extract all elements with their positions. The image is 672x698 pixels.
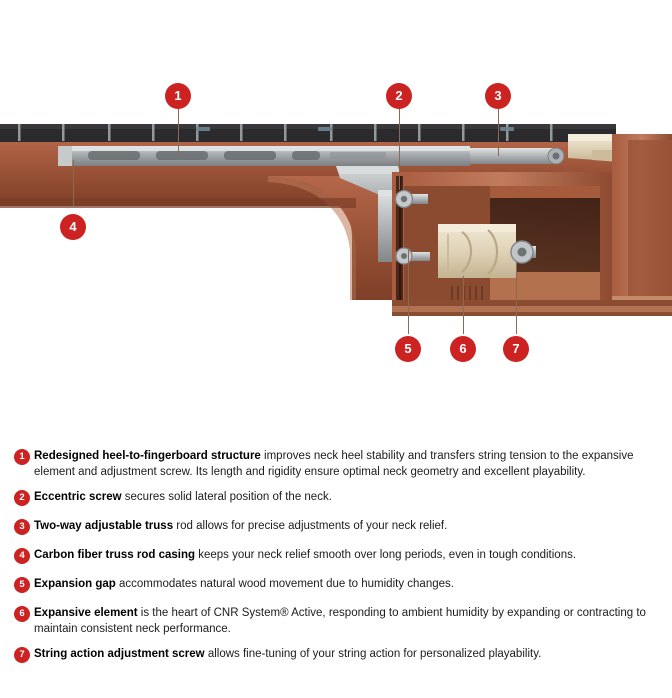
leader-line-3 [498, 108, 499, 156]
callout-marker-4-label: 4 [69, 219, 77, 234]
leader-line-4 [73, 160, 74, 206]
callout-marker-3[interactable] [485, 83, 511, 109]
callout-marker-7-label: 7 [512, 341, 520, 356]
legend-number-4: 4 [14, 548, 30, 564]
legend-bold-4: Carbon fiber truss rod casing [34, 549, 196, 561]
legend-text-6 [34, 605, 672, 637]
callout-marker-4[interactable] [60, 214, 86, 240]
legend-rest-5: accommodates natural wood movement due to humidity changes. [115, 578, 454, 590]
legend-text-4 [34, 547, 672, 563]
legend-bold-2: Eccentric screw [34, 491, 122, 503]
callout-marker-5-label: 5 [404, 341, 412, 356]
legend-number-5: 5 [14, 577, 30, 593]
legend-list [0, 448, 672, 675]
legend-rest-4: keeps your neck relief smooth over long periods, even in tough conditions. [195, 549, 577, 561]
legend-item-1 [0, 448, 672, 480]
callout-marker-1[interactable] [165, 83, 191, 109]
callout-marker-2-label: 2 [395, 88, 403, 103]
callout-marker-6[interactable] [450, 336, 476, 362]
legend-number-2: 2 [14, 490, 30, 506]
legend-rest-2: secures solid lateral position of the neck. [121, 491, 332, 503]
legend-rest-3: rod allows for precise adjustments of your neck relief. [173, 520, 448, 532]
callout-marker-6-label: 6 [459, 341, 467, 356]
legend-bold-6: Expansive element [34, 607, 138, 619]
leader-line-6 [463, 276, 464, 334]
legend-text-2 [34, 489, 672, 505]
legend-number-7: 7 [14, 647, 30, 663]
legend-number-1: 1 [14, 449, 30, 465]
legend-item-2 [0, 489, 672, 509]
callout-marker-1-label: 1 [174, 88, 182, 103]
legend-rest-1: improves neck heel stability and transfers string tension to the expansive element and adjustment screw. Its length and rigidity ensure optimal neck geometry and excellent playability. [34, 450, 634, 478]
callout-marker-5[interactable] [395, 336, 421, 362]
legend-item-3 [0, 518, 672, 538]
legend-number-3: 3 [14, 519, 30, 535]
callout-marker-7[interactable] [503, 336, 529, 362]
legend-item-7 [0, 646, 672, 666]
legend-text-1 [34, 448, 672, 480]
legend-item-5 [0, 576, 672, 596]
legend-text-5 [34, 576, 672, 592]
legend-item-6 [0, 605, 672, 637]
legend-item-4 [0, 547, 672, 567]
callout-marker-2[interactable] [386, 83, 412, 109]
legend-rest-6: is the heart of CNR System® Active, responding to ambient humidity by expanding or contracting to maintain consistent neck performance. [34, 607, 646, 635]
legend-rest-7: allows fine-tuning of your string action for personalized playability. [204, 648, 542, 660]
legend-bold-7: String action adjustment screw [34, 648, 205, 660]
leader-line-5 [408, 250, 409, 334]
leader-line-2 [399, 108, 400, 190]
legend-bold-3: Two-way adjustable truss [34, 520, 174, 532]
legend-bold-5: Expansion gap [34, 578, 116, 590]
leader-line-7 [516, 262, 517, 334]
callout-marker-3-label: 3 [494, 88, 502, 103]
legend-text-3 [34, 518, 672, 534]
legend-bold-1: Redesigned heel-to-fingerboard structure [34, 450, 261, 462]
leader-line-1 [178, 108, 179, 154]
legend-text-7 [34, 646, 672, 662]
legend-number-6: 6 [14, 606, 30, 622]
